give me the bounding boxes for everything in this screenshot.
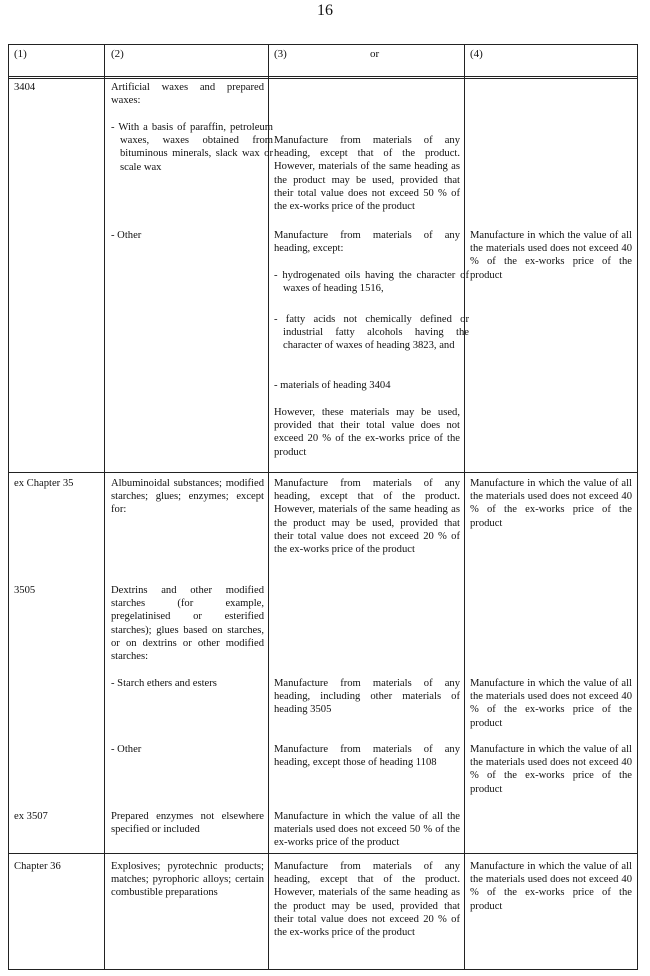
row-3505-sub1-rule4: Manufacture in which the value of all the materials used does not exceed 40 % of the ex-works price of the product [470,678,632,729]
page-number: 16 [317,2,333,19]
row-3507-description: Prepared enzymes not elsewhere specified or included [111,811,264,836]
row-3505-sub2-rule4: Manufacture in which the value of all the materials used does not exceed 40 % of the ex-works price of the product [470,744,632,795]
header-col3-or: or [370,48,380,60]
row-divider [9,853,637,854]
row-ch36-code: Chapter 36 [14,861,61,872]
row-3505-sub1-rule3: Manufacture from materials of any heading, including other materials of heading 3505 [274,678,460,716]
row-3505-sub2-rule3: Manufacture from materials of any heading, except those of heading 1108 [274,744,460,769]
row-ch36-rule4: Manufacture in which the value of all the materials used does not exceed 40 % of the ex-works price of the product [470,861,632,912]
row-3507-code: ex 3507 [14,811,48,822]
row-ch36-description: Explosives; pyrotechnic products; matches; pyrophoric alloys; certain combustible preparations [111,861,264,899]
row-ch35-description: Albuminoidal substances; modified starches; glues; enzymes; except for: [111,478,264,516]
row-3505-sub2-description: - Other [111,744,142,755]
header-col4: (4) [470,48,483,60]
column-divider [464,45,465,969]
row-3404-sub1-description: - With a basis of paraffin, petroleum waxes, waxes obtained from bituminous minerals, slack wax or scale wax [111,122,273,173]
row-3404-description: Artificial waxes and prepared waxes: [111,82,264,107]
row-ch35-rule4: Manufacture in which the value of all the materials used does not exceed 40 % of the ex-works price of the product [470,478,632,529]
row-3404-sub1-rule3: Manufacture from materials of any heading, except that of the product. However, materials of the same heading as the product may be used, provided that their total value does not exceed 50 % of the ex-works price of the product [274,135,460,213]
row-3404-sub2-rule3-item: - hydrogenated oils having the character of waxes of heading 1516, [274,270,469,295]
header-col3: (3) [274,48,287,60]
row-ch35-rule3: Manufacture from materials of any heading, except that of the product. However, materials of the same heading as the product may be used, provided that their total value does not exceed 20 % of the ex-works price of the product [274,478,460,556]
row-divider [9,472,637,473]
row-3404-sub2-rule3-item: - materials of heading 3404 [274,380,391,391]
row-3505-code: 3505 [14,585,36,596]
row-ch36-rule3: Manufacture from materials of any heading, except that of the product. However, materials of the same heading as the product may be used, provided that their total value does not exceed 20 % of the ex-works price of the product [274,861,460,939]
row-3507-rule3: Manufacture in which the value of all the materials used does not exceed 50 % of the ex-works price of the product [274,811,460,849]
row-3505-sub1-description: - Starch ethers and esters [111,678,217,689]
header-col2: (2) [111,48,124,60]
row-3404-code: 3404 [14,82,36,93]
row-3404-sub2-rule4: Manufacture in which the value of all the materials used does not exceed 40 % of the ex-works price of the product [470,230,632,281]
column-divider [104,45,105,969]
header-divider [9,76,637,79]
column-divider [268,45,269,969]
rules-of-origin-table [8,44,638,970]
row-3404-sub2-rule3-outro: However, these materials may be used, provided that their total value does not exceed 20 % of the ex-works price of the product [274,407,460,458]
row-3404-sub2-description: - Other [111,230,142,241]
row-ch35-code: ex Chapter 35 [14,478,74,489]
row-3404-sub2-rule3-intro: Manufacture from materials of any heading, except: [274,230,460,255]
row-3505-description: Dextrins and other modified starches (for example, pregelatinised or esterified starches); glues based on starches, or on dextrins or other modified starches: [111,585,264,663]
header-col1: (1) [14,48,27,60]
row-3404-sub2-rule3-item: - fatty acids not chemically defined or industrial fatty alcohols having the character of waxes of heading 3823, and [274,314,469,352]
